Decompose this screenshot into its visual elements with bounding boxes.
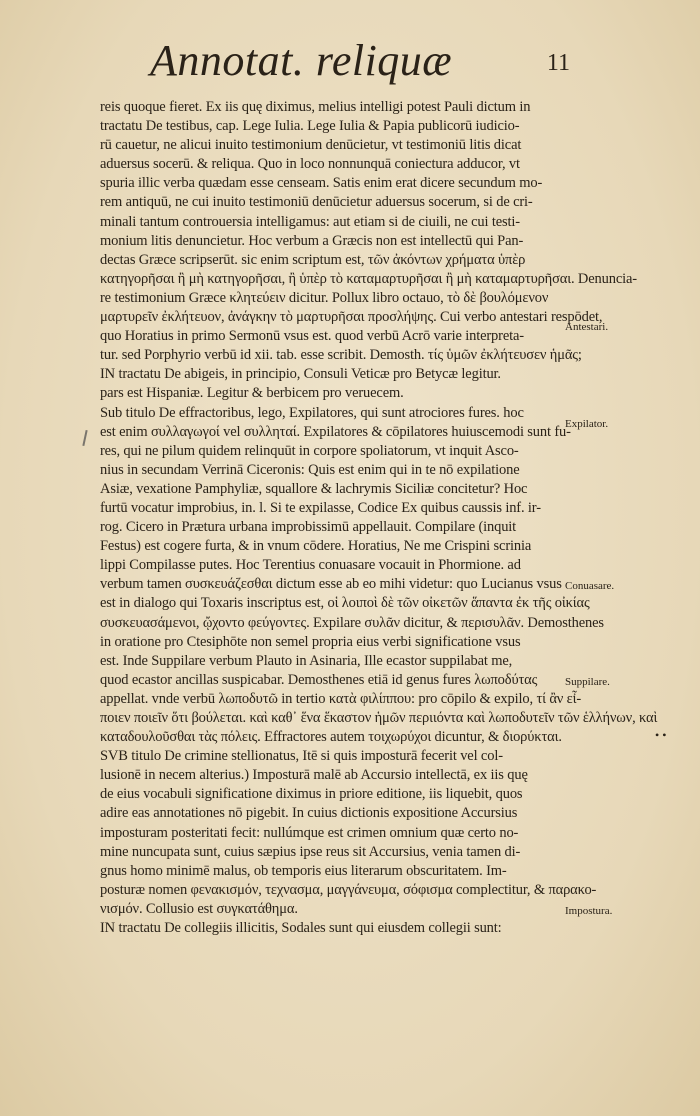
text-line: IN tractatu De abigeis, in principio, Consuli Veticæ pro Betycæ legitur. [100, 366, 501, 383]
text-line: καταδουλοῦσθαι τὰς πόλεις. Effractores autem τοιχωρύχοι dicuntur, & διορύκται. [100, 729, 562, 746]
text-line: rem antiquū, ne cui inuito testimoniū denūcietur aduersus socerum, si de cri- [100, 194, 533, 211]
text-line: spuria illic verba quædam esse censeam. Satis enim erat dicere secundum mo- [100, 175, 543, 192]
text-line: monium litis denuncietur. Hoc verbum a Græcis non est intellectū qui Pan- [100, 232, 524, 249]
edge-marks: • • [655, 728, 667, 742]
text-line: est enim συλλαγωγοί vel συλληταί. Expilatores & cōpilatores huiuscemodi sunt fu- [100, 423, 571, 440]
text-line: pars est Hispaniæ. Legitur & berbicem pro veruecem. [100, 385, 404, 402]
text-line: posturæ nomen φενακισμόν, τεχνασμα, μαγγάνευμα, σόφισμα complectitur, & παρακο- [100, 881, 597, 898]
marginal-note-expilator: Expilator. [565, 418, 609, 430]
text-line: imposturam posteritati fecit: nullúmque est crimen omnium quæ certo no- [100, 824, 519, 841]
text-line: re testimonium Græce κλητεύειν dicitur. Pollux libro octauo, τὸ δὲ βουλόμενον [100, 289, 549, 306]
text-line: mine nuncupata sunt, cuius sæpius ipse reus sit Accursius, venia tamen di- [100, 843, 521, 860]
text-line: in oratione pro Ctesiphōte non semel propria eius verbi significatione vsus [100, 633, 521, 650]
text-line: rū cauetur, ne alicui inuito testimonium denūcietur, vt testimoniū litis dicat [100, 137, 522, 154]
text-line: furtū vocatur improbius, in. l. Si te expilasse, Codice Ex quibus caussis inf. ir- [100, 499, 541, 516]
text-line: Sub titulo De effractoribus, lego, Expilatores, qui sunt atrociores fures. hoc [100, 404, 524, 421]
text-line: quod ecastor ancillas suspicabar. Demosthenes etiā id genus fures λωποδύτας [100, 671, 538, 688]
text-line: reis quoque fieret. Ex iis quę diximus, melius intelligi potest Pauli dictum in [100, 99, 531, 115]
text-line: lippi Compilasse putes. Hoc Terentius conuasare vocauit in Phormione. ad [100, 557, 521, 574]
text-line: dectas Græce scripserūt. sic enim scriptum est, τῶν ἀκόντων χρήματα ὑπὲρ [100, 251, 526, 268]
text-line: est in dialogo qui Toxaris inscriptus est, οἱ λοιποὶ δὲ τῶν οἰκετῶν ἅπαντα ἐκ τῆς οἰκίας [100, 595, 590, 612]
text-line: rog. Cicero in Prætura urbana improbissimū appellauit. Compilare (inquit [100, 519, 517, 536]
text-line: συσκευασάμενοι, ᾤχοντο φεύγοντες. Expilare συλᾶν dicitur, & περισυλᾶν. Demosthenes [100, 614, 604, 631]
text-line: quo Horatius in primo Sermonū vsus est. quod verbū Acrō varie interpreta- [100, 328, 524, 345]
text-line: appellat. vnde verbū λωποδυτῶ in tertio κατὰ φιλίππου: pro cōpilo & expilo, τί ἂν εἶ- [100, 690, 582, 707]
marginal-note-suppilare: Suppilare. [565, 676, 610, 688]
text-line: nius in secundam Verrinā Ciceronis: Quis est enim qui in te nō expilatione [100, 461, 520, 478]
text-line: verbum tamen συσκευάζεσθαι dictum esse ab eo mihi videtur: quo Lucianus vsus [100, 576, 562, 593]
running-head: Annotat. reliquæ [150, 36, 453, 85]
text-line: res, qui ne pilum quidem relinquūt in corpore spoliatorum, vt inquit Asco- [100, 442, 519, 459]
pencil-mark [82, 430, 87, 446]
marginal-note-impostura: Impostura. [565, 905, 613, 917]
text-line: lusionē in necem alterius.) Imposturā malē ab Accursio intellectā, ex iis quę [100, 767, 528, 784]
marginal-note-conuasare: Conuasare. [565, 580, 615, 592]
text-line: minali tantum controuersia intelligamus: aut etiam si de ciuili, ne cui testi- [100, 213, 520, 230]
text-line: Festus) est cogere furta, & in vnum cōdere. Horatius, Ne me Crispini scrinia [100, 538, 532, 555]
text-line: SVB titulo De crimine stellionatus, Itē si quis imposturā fecerit vel col- [100, 748, 503, 765]
text-line: gnus homo minimē malus, ob temporis eius literarum obscuritatem. Im- [100, 862, 507, 879]
page-number: 11 [546, 50, 570, 76]
text-line: adire eas annotationes nō pigebit. In cuius dictionis expositione Accursius [100, 805, 518, 822]
text-line: IN tractatu De collegiis illicitis, Sodales sunt qui eiusdem collegii sunt: [100, 920, 502, 937]
text-line: Asiæ, vexatione Pamphyliæ, squallore & lachrymis Siciliæ concitetur? Hoc [100, 480, 528, 497]
text-line: κατηγορῆσαι ἢ μὴ κατηγορῆσαι, ἢ ὑπὲρ τὸ καταμαρτυρῆσαι ἢ μὴ καταμαρτυρῆσαι. Denuncia- [100, 270, 637, 287]
text-line: tur. sed Porphyrio verbū id xii. tab. esse scribit. Demosth. τίς ὑμῶν ἐκλήτευσεν ἡμᾶς; [100, 347, 582, 364]
text-line: tractatu De testibus, cap. Lege Iulia. Lege Iulia & Papia publicorū iudicio- [100, 118, 520, 135]
text-line: νισμόν. Collusio est συγκατάθημα. [100, 900, 298, 917]
marginal-note-antestari: Antestari. [565, 321, 609, 333]
text-line: de eius vocabuli significatione diximus in priore editione, iis liquebit, quos [100, 786, 523, 803]
text-line: μαρτυρεῖν ἐκλήτευον, ἀνάγκην τὸ μαρτυρῆσαι προσλήψης. Cui verbo antestari respōdet, [100, 309, 603, 326]
text-line: ποιεν ποιεῖν ὅτι βούλεται. καὶ καθ᾽ ἕνα ἕκαστον ἡμῶν περιιόντα καὶ λωποδυτεῖν τῶν ἑλλήνων, καὶ [100, 710, 658, 726]
body-text [100, 98, 658, 938]
text-line: aduersus socerū. & reliqua. Quo in loco nonnunquā coniectura adducor, vt [100, 156, 520, 173]
page-header [150, 36, 570, 86]
text-line: est. Inde Suppilare verbum Plauto in Asinaria, Ille ecastor suppilabat me, [100, 652, 513, 669]
